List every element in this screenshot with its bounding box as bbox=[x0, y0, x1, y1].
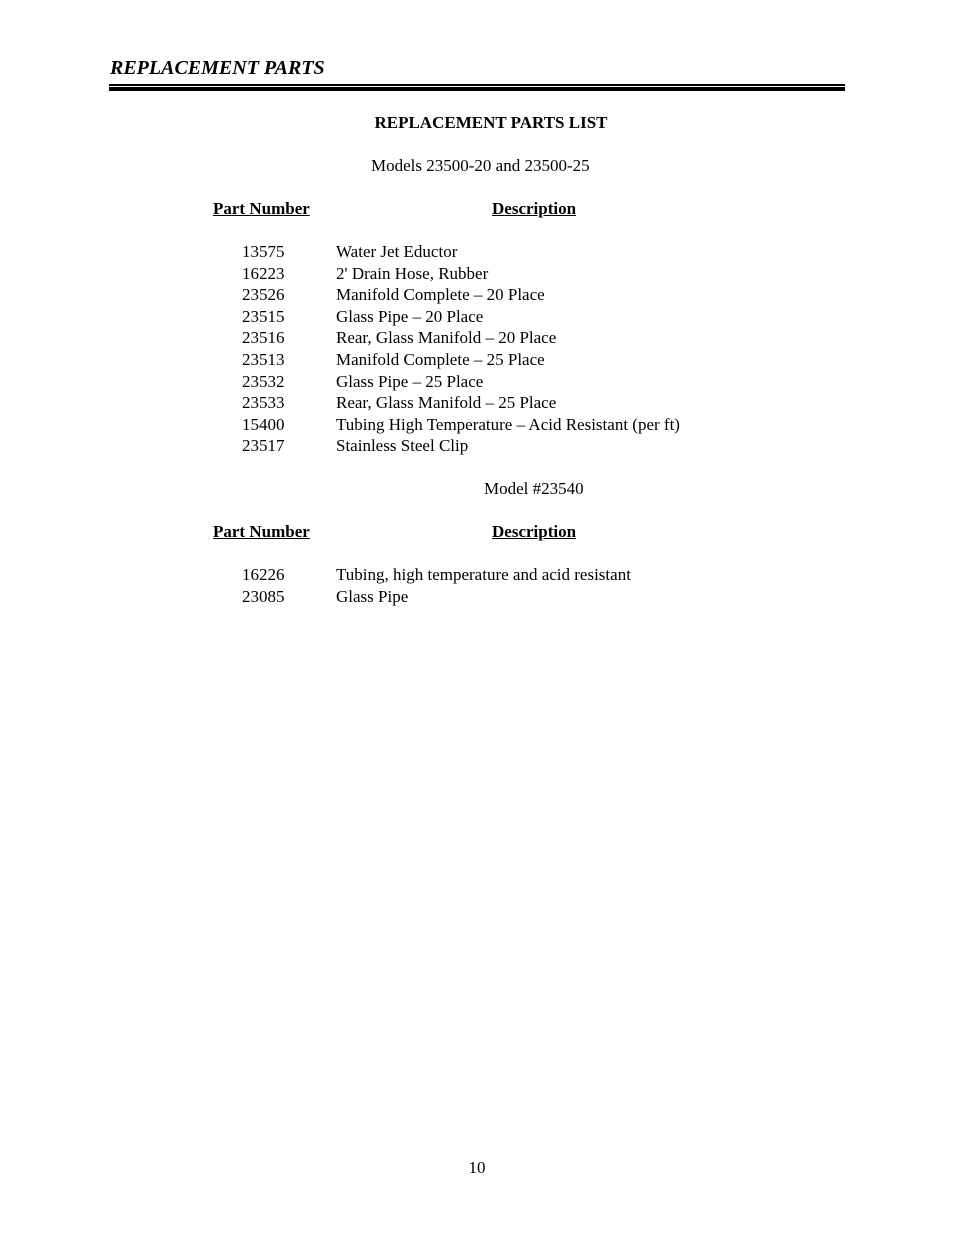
column-header-description: Description bbox=[492, 522, 577, 541]
table-row bbox=[0, 263, 954, 285]
part-description: Glass Pipe – 25 Place bbox=[336, 371, 484, 391]
column-header-part-number: Part Number bbox=[213, 522, 310, 541]
page-number: 10 bbox=[468, 1158, 486, 1177]
part-description: Rear, Glass Manifold – 25 Place bbox=[336, 393, 557, 413]
part-description: Water Jet Eductor bbox=[336, 242, 458, 261]
part-number: 23513 bbox=[242, 349, 285, 369]
part-description: Tubing High Temperature – Acid Resistant (per ft) bbox=[336, 414, 680, 434]
model-line-section-2: Model #23540 bbox=[484, 479, 584, 498]
table-row bbox=[0, 306, 954, 328]
parts-table-section-2 bbox=[0, 564, 954, 607]
part-number: 13575 bbox=[242, 242, 285, 261]
part-description: Tubing, high temperature and acid resistant bbox=[336, 565, 631, 584]
part-description: Rear, Glass Manifold – 20 Place bbox=[336, 328, 557, 348]
table-row bbox=[0, 327, 954, 349]
page-header-title: REPLACEMENT PARTS bbox=[110, 57, 325, 79]
part-description: Manifold Complete – 25 Place bbox=[336, 349, 545, 369]
table-row bbox=[0, 564, 954, 586]
part-number: 23515 bbox=[242, 306, 285, 326]
table-row bbox=[0, 371, 954, 393]
part-number: 16226 bbox=[242, 565, 285, 584]
column-header-part-number: Part Number bbox=[213, 199, 310, 218]
model-line-section-1: Models 23500-20 and 23500-25 bbox=[371, 156, 590, 175]
part-description: Manifold Complete – 20 Place bbox=[336, 285, 545, 305]
table-row bbox=[0, 241, 954, 263]
part-number: 23533 bbox=[242, 393, 285, 413]
part-number: 23526 bbox=[242, 285, 285, 305]
column-header-description: Description bbox=[492, 199, 577, 218]
part-description: Stainless Steel Clip bbox=[336, 436, 469, 456]
part-description: Glass Pipe – 20 Place bbox=[336, 306, 484, 326]
part-number: 23085 bbox=[242, 586, 285, 606]
header-rule-thick bbox=[109, 87, 845, 91]
parts-list-title: REPLACEMENT PARTS LIST bbox=[374, 113, 608, 132]
table-row bbox=[0, 414, 954, 436]
part-number: 23517 bbox=[242, 436, 285, 456]
part-number: 23532 bbox=[242, 371, 285, 391]
part-number: 23516 bbox=[242, 328, 285, 348]
table-row bbox=[0, 435, 954, 457]
table-row bbox=[0, 349, 954, 371]
part-description: Glass Pipe bbox=[336, 586, 409, 606]
table-row bbox=[0, 586, 954, 608]
header-rule-thin bbox=[109, 84, 845, 86]
part-number: 15400 bbox=[242, 414, 285, 434]
part-description: 2' Drain Hose, Rubber bbox=[336, 263, 489, 283]
part-number: 16223 bbox=[242, 263, 285, 283]
parts-table-section-1 bbox=[0, 241, 954, 457]
table-row bbox=[0, 284, 954, 306]
table-row bbox=[0, 392, 954, 414]
